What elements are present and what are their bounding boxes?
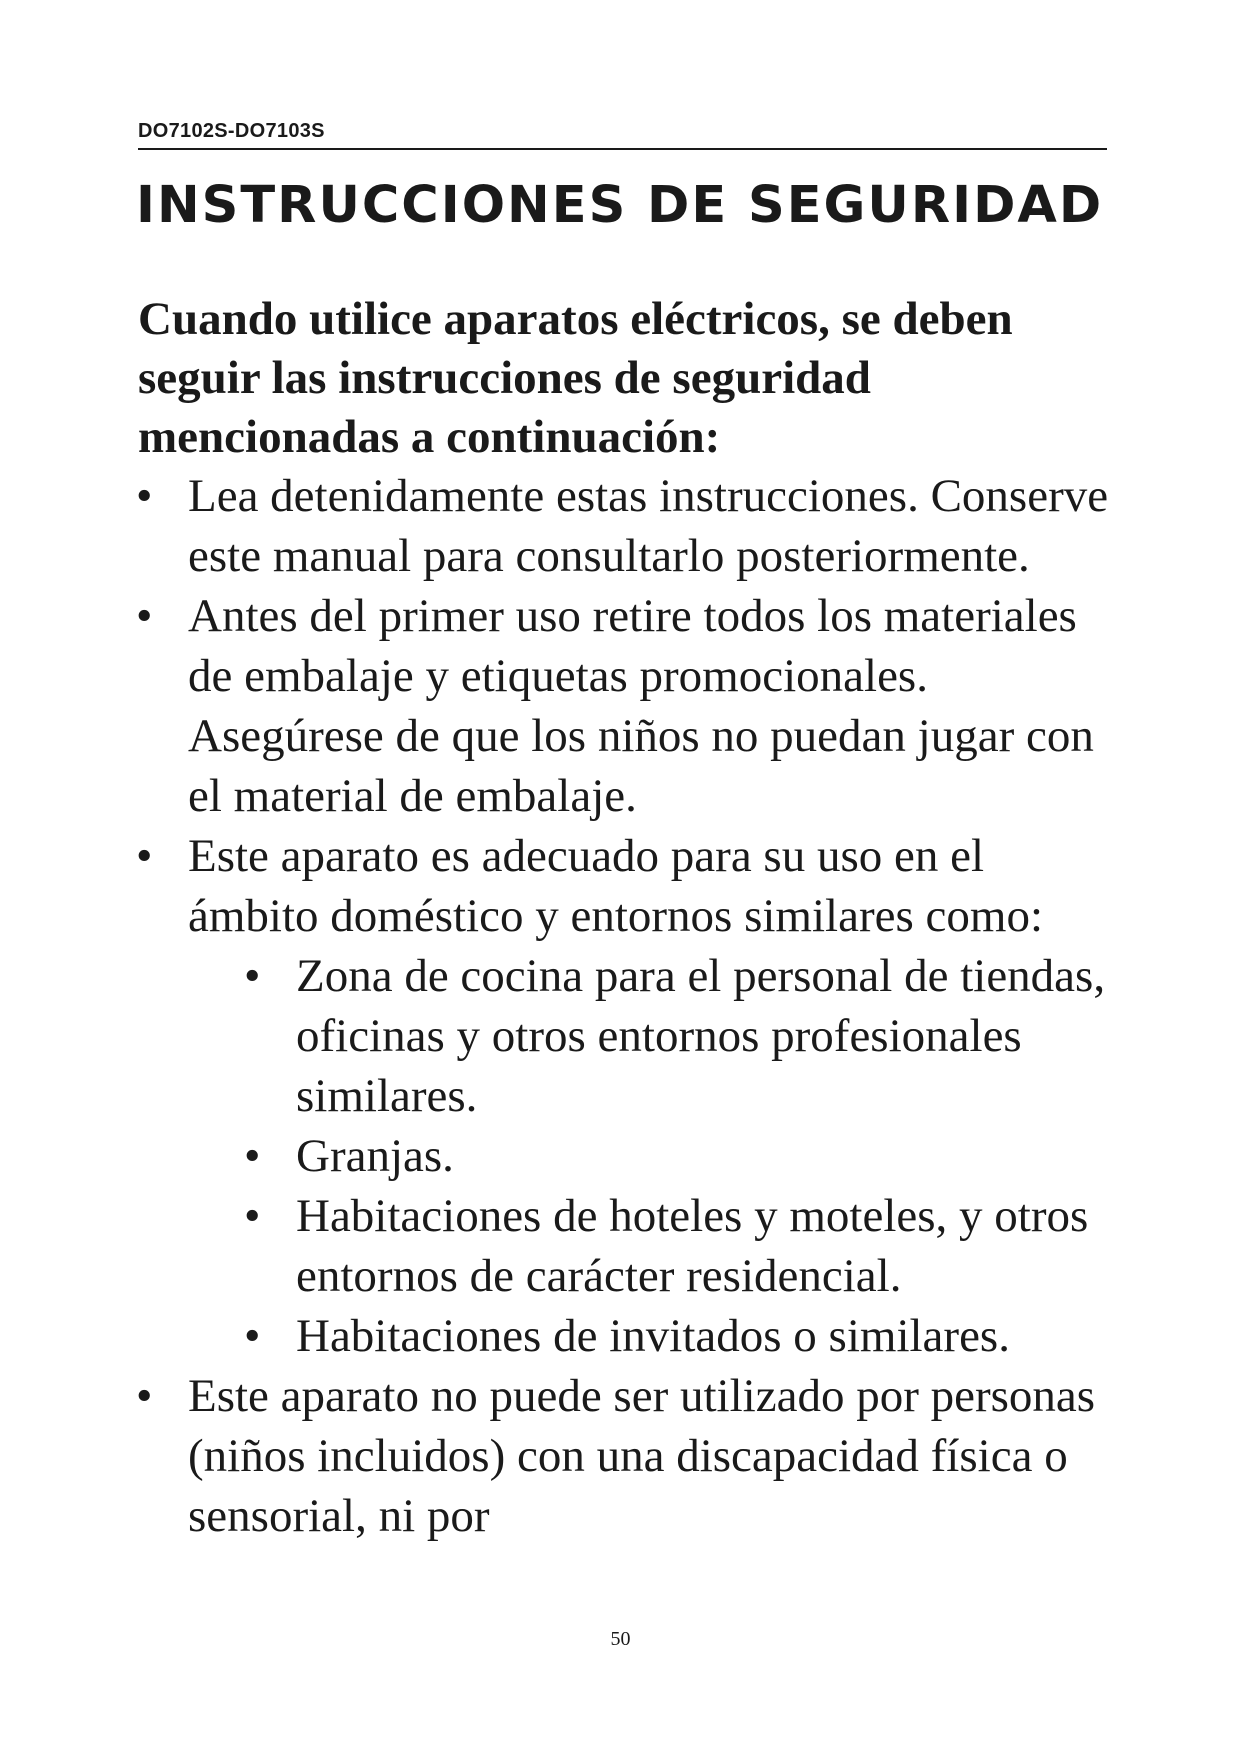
bullet-icon: • — [136, 1370, 153, 1422]
page-title: INSTRUCCIONES DE SEGURIDAD — [136, 176, 1104, 235]
list-item-text: Antes del primer uso retire todos los materiales de embalaje y etiquetas promocionales. Asegúrese de que los niños no puedan jugar con el material de embalaje. — [188, 590, 1094, 822]
list-item — [0, 466, 1241, 586]
header-divider — [138, 148, 1107, 150]
model-number: DO7102S-DO7103S — [138, 120, 325, 142]
bullet-icon: • — [136, 830, 153, 882]
sub-list-item-text: Habitaciones de invitados o similares. — [296, 1310, 1010, 1362]
list-item-text: Este aparato es adecuado para su uso en el ámbito doméstico y entornos similares como: — [188, 830, 1043, 942]
list-item-text: Este aparato no puede ser utilizado por personas (niños incluidos) con una discapacidad física o sensorial, ni por — [188, 1370, 1096, 1542]
sub-list-item-text: Habitaciones de hoteles y moteles, y otros entornos de carácter residencial. — [296, 1190, 1089, 1302]
bullet-icon: • — [244, 950, 261, 1002]
sub-list — [0, 946, 1241, 1366]
sub-list-item-text: Granjas. — [296, 1130, 454, 1182]
bullet-icon: • — [136, 470, 153, 522]
sub-list-item — [0, 1186, 1241, 1306]
list-item — [0, 826, 1241, 1366]
safety-list — [0, 466, 1241, 1546]
bullet-icon: • — [244, 1190, 261, 1242]
list-item-text: Lea detenidamente estas instrucciones. Conserve este manual para consultarlo posteriormente. — [188, 470, 1109, 582]
sub-list-item-text: Zona de cocina para el personal de tiendas, oficinas y otros entornos profesionales similares. — [296, 950, 1106, 1122]
intro-paragraph: Cuando utilice aparatos eléctricos, se deben seguir las instrucciones de seguridad mencionadas a continuación: — [138, 293, 1013, 463]
bullet-icon: • — [136, 590, 153, 642]
sub-list-item — [0, 946, 1241, 1126]
list-item — [0, 1366, 1241, 1546]
bullet-icon: • — [244, 1310, 261, 1362]
sub-list-item — [0, 1306, 1241, 1366]
list-item — [0, 586, 1241, 826]
sub-list-item — [0, 1126, 1241, 1186]
page-number: 50 — [610, 1628, 631, 1650]
bullet-icon: • — [244, 1130, 261, 1182]
